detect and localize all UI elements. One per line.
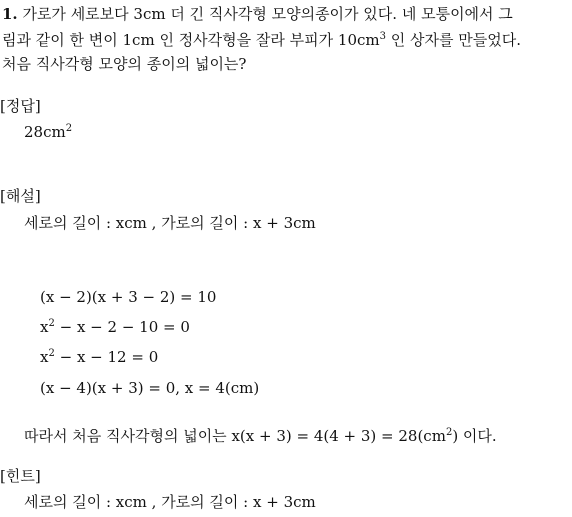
question-text-2: 림과 같이 한 변이 1cm 인 정사각형을 잘라 부피가 10cm	[2, 31, 380, 49]
question-text-3: 처음 직사각형 모양의 종이의 넓이는?	[2, 55, 247, 73]
conclusion-text: 따라서 처음 직사각형의 넓이는 x(x + 3) = 4(4 + 3) = 28(cm	[24, 427, 446, 445]
hint-text: 세로의 길이 : xcm , 가로의 길이 : x + 3cm	[24, 493, 316, 511]
equation-3-rest: − x − 12 = 0	[54, 348, 159, 366]
answer-value	[24, 122, 72, 142]
question-line-2	[2, 30, 521, 50]
question-text-1: 가로가 세로보다 3cm 더 긴 직사각형 모양의종이가 있다. 네 모퉁이에서 그	[22, 5, 513, 23]
equation-1-text: (x − 2)(x + 3 − 2) = 10	[40, 288, 217, 306]
question-text-2-sup: 3	[379, 31, 386, 42]
question-number: 1.	[2, 5, 18, 23]
answer-value-sup: 2	[65, 123, 73, 134]
question-line-3	[2, 54, 246, 74]
question-text-2-post: 인 상자를 만들었다.	[386, 31, 521, 49]
conclusion-post: ) 이다.	[452, 427, 497, 445]
equation-3-sup: 2	[48, 348, 55, 359]
question-line-1	[2, 4, 513, 24]
equation-2-sup: 2	[48, 318, 55, 329]
answer-value-text: 28cm	[24, 123, 66, 141]
conclusion-sup: 2	[445, 427, 453, 438]
equation-2-base: x	[40, 318, 49, 336]
equation-3-base: x	[40, 348, 49, 366]
equation-1	[40, 287, 216, 307]
hint-header: [힌트]	[0, 467, 41, 485]
equation-4-text: (x − 4)(x + 3) = 0, x = 4(cm)	[40, 379, 260, 397]
answer-header: [정답]	[0, 97, 41, 115]
explanation-conclusion	[24, 426, 497, 446]
equation-4	[40, 378, 259, 398]
equation-3	[40, 347, 158, 367]
equation-2	[40, 317, 190, 337]
explanation-intro: 세로의 길이 : xcm , 가로의 길이 : x + 3cm	[24, 214, 316, 232]
explanation-header: [해설]	[0, 187, 41, 205]
equation-2-rest: − x − 2 − 10 = 0	[54, 318, 190, 336]
